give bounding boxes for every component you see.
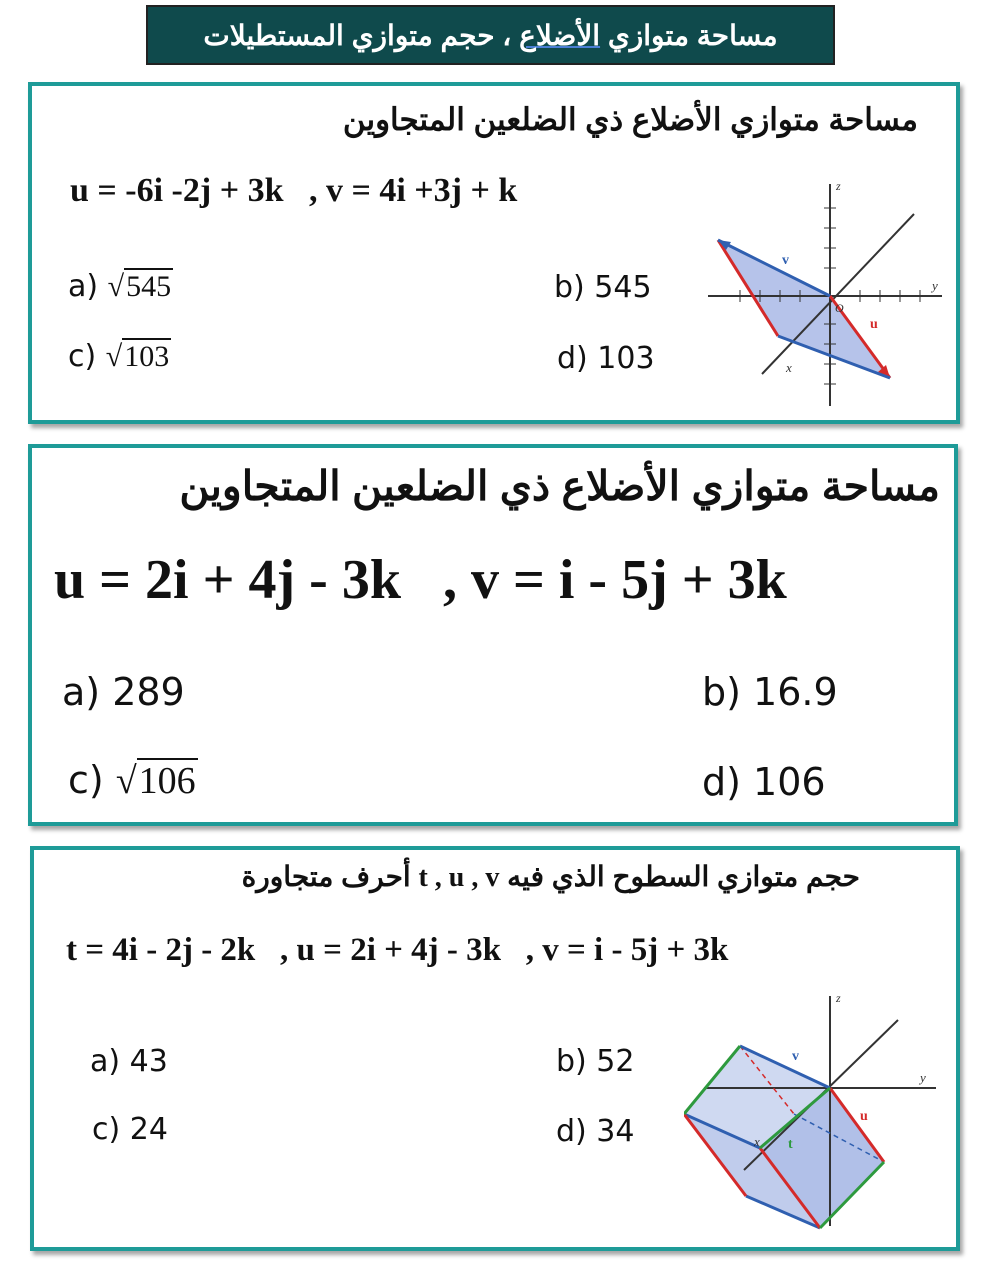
question-card-1 [28, 82, 960, 424]
q2-option-a[interactable]: a) 289 [62, 670, 185, 714]
question-card-3 [30, 846, 960, 1251]
page-title [146, 5, 835, 65]
q1-option-a[interactable]: a) √545 [68, 269, 172, 304]
q1-option-b[interactable]: b) 545 [554, 270, 652, 305]
q1-heading: مساحة متوازي الأضلاع ذي الضلعين المتجاوين [342, 102, 918, 137]
t-label: t [788, 1137, 793, 1152]
q2-heading: مساحة متوازي الأضلاع ذي الضلعين المتجاوين [179, 463, 940, 509]
q2-option-c[interactable]: c) √106 [68, 758, 196, 802]
q2-option-b[interactable]: b) 16.9 [702, 670, 838, 714]
x-label: x [786, 360, 792, 375]
title-part1: مساحة متوازي [607, 19, 778, 51]
parallelogram-fill [718, 240, 890, 378]
sqrt-symbol: √106 [115, 760, 196, 802]
parallelogram-figure [700, 178, 950, 414]
q3-equation: t = 4i - 2j - 2k , u = 2i + 4j - 3k , v = i - 5j + 3k [66, 932, 729, 968]
z-label: z [836, 991, 841, 1005]
origin-label: O [835, 301, 844, 315]
parallelepiped-figure [684, 990, 944, 1242]
y-label: y [932, 278, 938, 293]
title-part3: ، حجم متوازي المستطيلات [203, 19, 512, 51]
y-label: y [920, 1070, 926, 1085]
q3-option-a[interactable]: a) 43 [90, 1044, 168, 1079]
q3-option-c[interactable]: c) 24 [92, 1112, 168, 1147]
q1-option-d[interactable]: d) 103 [557, 341, 655, 376]
v-label: v [782, 253, 789, 268]
sqrt-symbol: √103 [105, 340, 170, 373]
q2-option-d[interactable]: d) 106 [702, 760, 826, 804]
u-label: u [870, 317, 878, 332]
q1-equation: u = -6i -2j + 3k , v = 4i +3j + k [70, 172, 518, 209]
q3-option-b[interactable]: b) 52 [556, 1044, 635, 1079]
sqrt-symbol: √545 [107, 270, 172, 303]
question-card-2 [28, 444, 958, 826]
q3-option-d[interactable]: d) 34 [556, 1114, 635, 1149]
v-label: v [792, 1049, 799, 1064]
x-label: x [754, 1134, 760, 1149]
u-label: u [860, 1109, 868, 1124]
title-part2: الأضلاع [519, 19, 601, 51]
q2-equation: u = 2i + 4j - 3k , v = i - 5j + 3k [54, 549, 787, 611]
q1-option-c[interactable]: c) √103 [68, 339, 170, 374]
z-label: z [836, 179, 841, 193]
q3-heading: حجم متوازي السطوح الذي فيه t , u , v أحرف متجاورة [241, 861, 860, 893]
